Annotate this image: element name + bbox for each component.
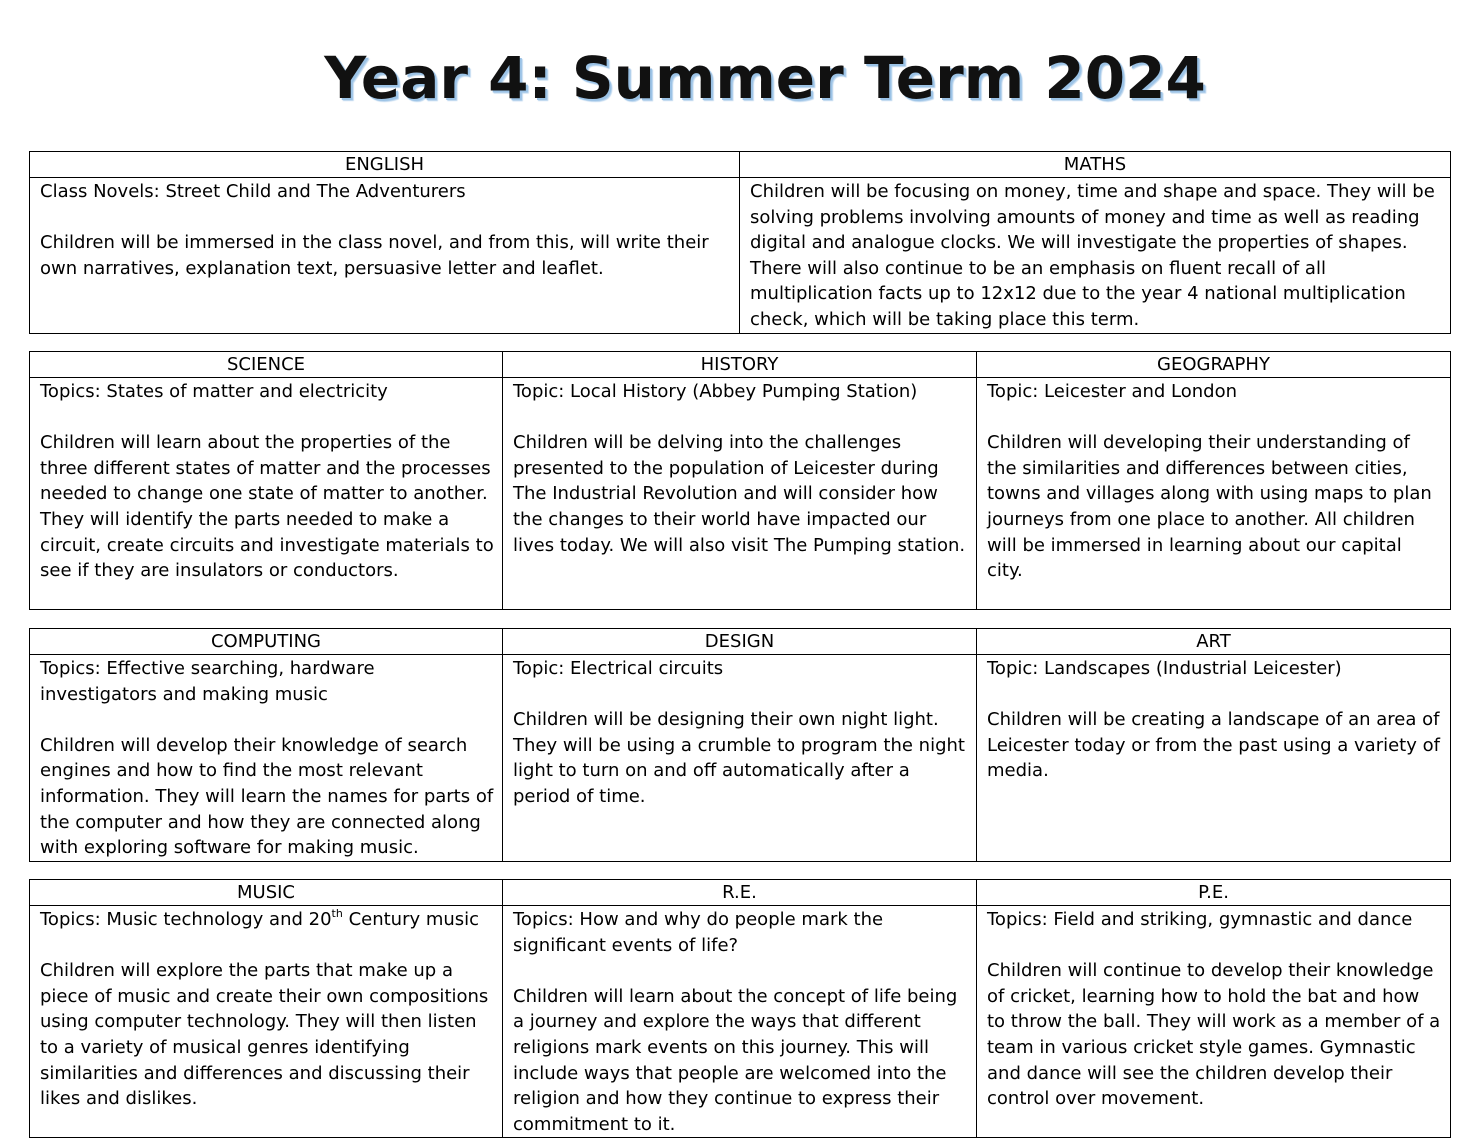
music-cell (30, 906, 503, 1138)
history-cell (503, 378, 977, 610)
computing-cell (30, 655, 503, 862)
geography-heading: GEOGRAPHY (977, 352, 1451, 378)
ordinal-suffix: th (331, 907, 343, 920)
computing-heading: COMPUTING (30, 629, 503, 655)
page-title: Year 4: Summer Term 2024 (324, 44, 1206, 112)
english-heading: ENGLISH (30, 152, 740, 178)
design-description: Children will be designing their own night light. They will be using a crumble to program the night light to turn on and off automatically after a period of time. (513, 709, 965, 807)
re-description: Children will learn about the concept of life being a journey and explore the ways that different religions mark events on this journey. This will include ways that people are welcomed into the religion and how they continue to express their commitment to it. (513, 985, 958, 1135)
re-heading: R.E. (503, 880, 977, 906)
art-cell (977, 655, 1451, 862)
science-description: Children will learn about the properties of the three different states of matter and the processes needed to change one state of matter to another. They will identify the parts needed to make a circuit, create circuits and investigate materials to see if they are insulators or conductors. (40, 432, 494, 582)
design-heading: DESIGN (503, 629, 977, 655)
music-re-pe-table (29, 879, 1451, 1138)
history-description: Children will be delving into the challenges presented to the population of Leicester during The Industrial Revolution and will consider how the changes to their world have impacted our lives today. We will also visit The Pumping station. (513, 432, 966, 556)
design-topic: Topic: Electrical circuits (513, 658, 724, 679)
pe-cell (977, 906, 1451, 1138)
maths-heading: MATHS (740, 152, 1451, 178)
maths-cell (740, 178, 1451, 334)
art-heading: ART (977, 629, 1451, 655)
english-maths-table (29, 151, 1451, 334)
re-topic: Topics: How and why do people mark the significant events of life? (513, 909, 884, 956)
geography-cell (977, 378, 1451, 610)
history-topic: Topic: Local History (Abbey Pumping Station) (513, 381, 918, 402)
art-description: Children will be creating a landscape of an area of Leicester today or from the past using a variety of media. (987, 709, 1440, 782)
maths-description: Children will be focusing on money, time and shape and space. They will be solving problems involving amounts of money and time as well as reading digital and analogue clocks. We will investigate the properties of shapes. There will also continue to be an emphasis on fluent recall of all multiplication facts up to 12x12 due to the year 4 national multiplication check, which will be taking place this term. (750, 181, 1435, 330)
re-cell (503, 906, 977, 1138)
design-cell (503, 655, 977, 862)
english-topic: Class Novels: Street Child and The Adventurers (40, 181, 466, 202)
geography-topic: Topic: Leicester and London (987, 381, 1238, 402)
science-history-geography-table (29, 351, 1451, 610)
music-description: Children will explore the parts that make up a piece of music and create their own compositions using computer technology. They will then listen to a variety of musical genres identifying similarities and differences and discussing their likes and dislikes. (40, 960, 489, 1110)
computing-description: Children will develop their knowledge of search engines and how to find the most relevant information. They will learn the names for parts of the computer and how they are connected along with exploring software for making music. (40, 734, 494, 859)
science-cell (30, 378, 503, 610)
pe-topic: Topics: Field and striking, gymnastic and dance (987, 909, 1413, 930)
music-topic: Topics: Music technology and 20th Century music (40, 907, 480, 930)
geography-description: Children will developing their understanding of the similarities and differences between cities, towns and villages along with using maps to plan journeys from one place to another. All children will be immersed in learning about our capital city. (987, 432, 1432, 582)
music-heading: MUSIC (30, 880, 503, 906)
science-heading: SCIENCE (30, 352, 503, 378)
science-topic: Topics: States of matter and electricity (40, 381, 388, 402)
history-heading: HISTORY (503, 352, 977, 378)
english-description: Children will be immersed in the class novel, and from this, will write their own narratives, explanation text, persuasive letter and leaflet. (40, 232, 709, 279)
computing-design-art-table (29, 628, 1451, 862)
art-topic: Topic: Landscapes (Industrial Leicester) (987, 658, 1342, 679)
pe-heading: P.E. (977, 880, 1451, 906)
english-cell (30, 178, 740, 334)
pe-description: Children will continue to develop their knowledge of cricket, learning how to hold the bat and how to throw the ball. They will work as a member of a team in various cricket style games. Gymnastic and dance will see the children develop their control over movement. (987, 960, 1441, 1110)
computing-topic: Topics: Effective searching, hardware investigators and making music (40, 658, 375, 705)
